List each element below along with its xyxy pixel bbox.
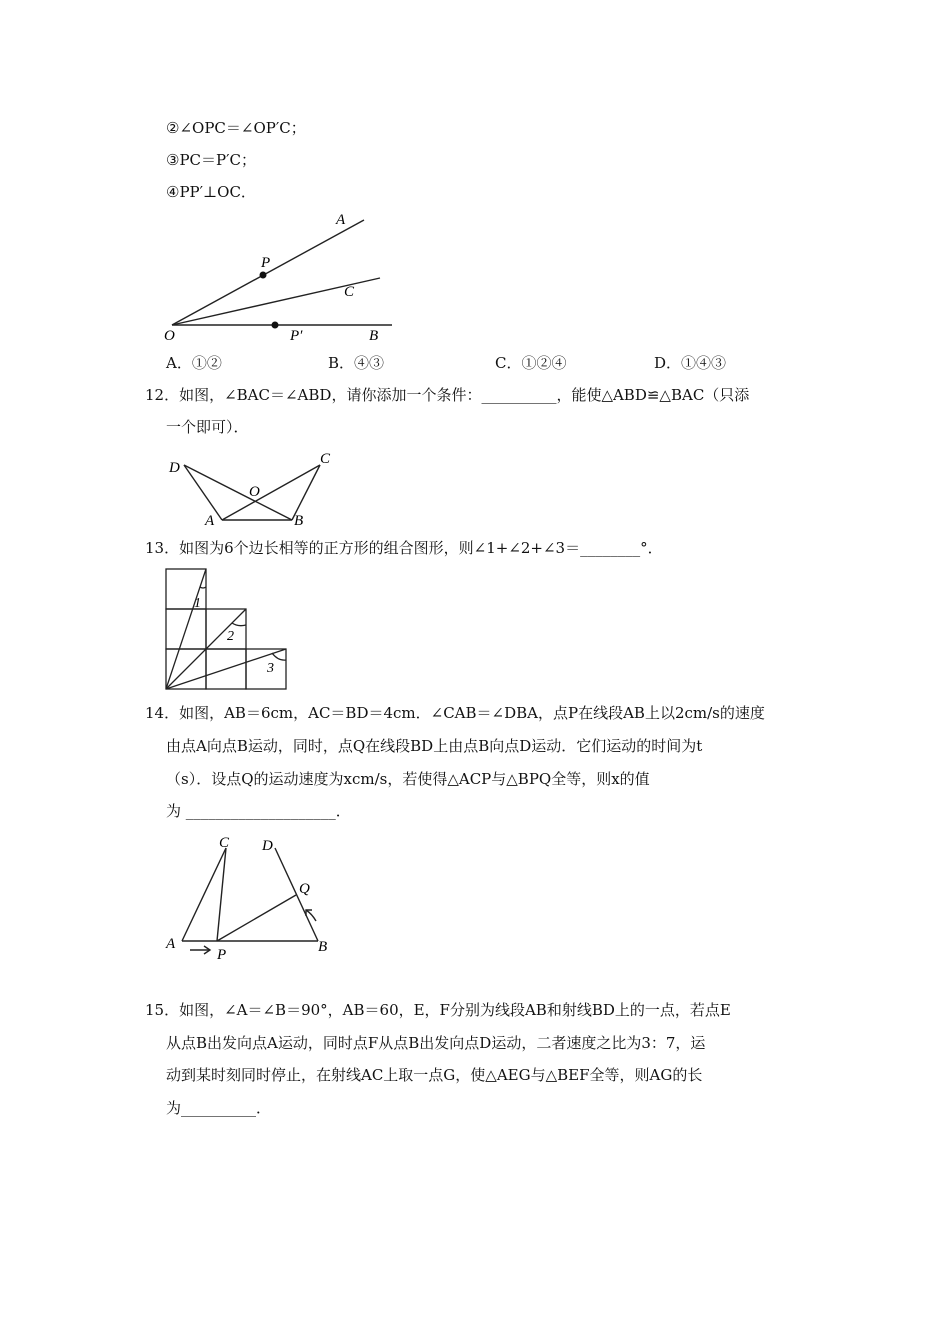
label-c: C	[320, 451, 331, 467]
label-b: B	[369, 328, 379, 344]
label-o: O	[164, 328, 175, 344]
angle-label-2: 2	[227, 629, 234, 644]
label-p-prime: P′	[290, 328, 303, 344]
label-c: C	[219, 835, 230, 851]
label-b: B	[318, 939, 328, 955]
label-a: A	[166, 936, 176, 952]
seg-cp	[217, 848, 226, 941]
q11-item-3: ③PC＝P′C；	[166, 151, 256, 169]
point-p	[260, 272, 267, 279]
angle-label-3: 3	[267, 661, 274, 676]
q14-line-2: 由点A向点B运动，同时，点Q在线段BD上由点B向点D运动．它们运动的时间为t	[166, 737, 703, 755]
label-p: P	[217, 947, 227, 963]
q15-line-2: 从点B出发向点A运动，同时点F从点B出发向点D运动，二者速度之比为3：7，运	[166, 1034, 706, 1052]
label-c: C	[344, 284, 355, 300]
label-o: O	[249, 484, 260, 500]
seg-pq	[217, 895, 296, 941]
label-q: Q	[299, 881, 310, 897]
seg-bd	[275, 848, 318, 941]
q14-figure	[160, 830, 345, 965]
seg-da	[184, 465, 222, 520]
seg-ac	[182, 848, 226, 941]
ray-oa	[172, 220, 364, 325]
q11-option-c: C．①②④	[495, 354, 567, 372]
q11-item-2: ②∠OPC＝∠OP′C；	[166, 119, 306, 137]
angle-arc-2	[232, 623, 246, 626]
q11-item-4: ④PP′⊥OC．	[166, 183, 256, 201]
label-b: B	[294, 513, 304, 529]
q13-figure	[160, 565, 295, 693]
q14-line-4: 为 ____________________．	[166, 802, 351, 820]
point-p-prime	[272, 322, 279, 329]
label-p: P	[261, 255, 271, 271]
q15-line-1: 15．如图，∠A＝∠B＝90°，AB＝60，E，F分别为线段AB和射线BD上的一点，若点E	[145, 1001, 731, 1019]
q15-line-3: 动到某时刻同时停止，在射线AC上取一点G，使△AEG与△BEF全等，则AG的长	[166, 1066, 703, 1084]
q12-line-2: 一个即可）．	[166, 418, 249, 436]
angle-label-1: 1	[194, 596, 201, 611]
label-a: A	[205, 513, 215, 529]
q12-line-1: 12．如图，∠BAC＝∠ABD，请你添加一个条件：__________，能使△ABD≌△BAC（只添	[145, 386, 750, 404]
q14-line-1: 14．如图，AB＝6cm，AC＝BD＝4cm．∠CAB＝∠DBA，点P在线段AB上以2cm/s的速度	[145, 704, 765, 722]
q13-line-1: 13．如图为6个边长相等的正方形的组合图形，则∠1+∠2+∠3＝________°．	[145, 539, 663, 557]
q11-option-d: D．①④③	[654, 354, 727, 372]
label-a: A	[336, 212, 346, 228]
label-d: D	[169, 460, 180, 476]
q12-figure	[160, 445, 345, 530]
q11-option-b: B．④③	[328, 354, 385, 372]
angle-arc-1	[200, 587, 206, 588]
q11-figure	[160, 205, 400, 350]
angle-arc-3	[272, 653, 286, 660]
q15-line-4: 为__________．	[166, 1099, 272, 1117]
q14-line-3: （s）．设点Q的运动速度为xcm/s，若使得△ACP与△BPQ全等，则x的值	[166, 770, 650, 788]
label-d: D	[262, 838, 273, 854]
q11-option-a: A．①②	[166, 354, 222, 372]
